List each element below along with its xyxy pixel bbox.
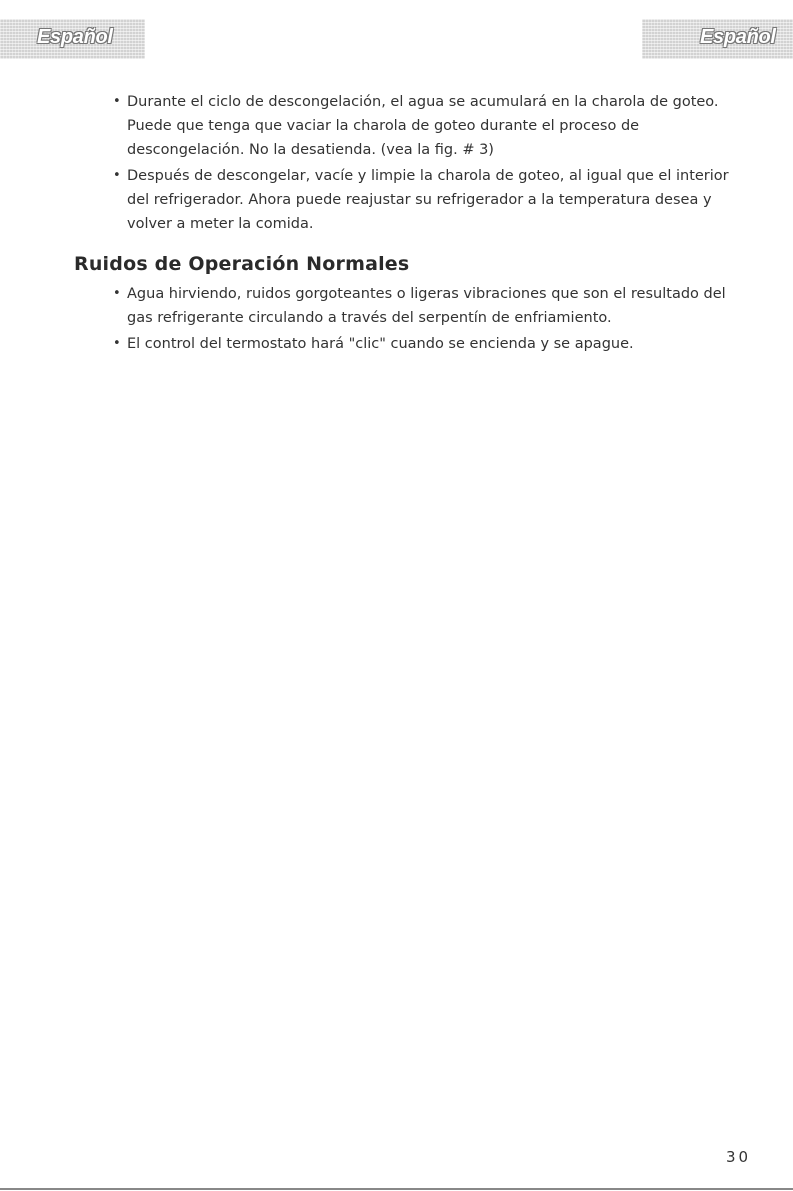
- language-tab-left-label: Español: [37, 26, 113, 48]
- page-number: 30: [726, 1148, 752, 1166]
- bullet-icon: •: [113, 168, 121, 183]
- list-item-text: Después de descongelar, vacíe y limpie la charola de goteo, al igual que el interior del refrigerador. Ahora puede reajustar su refrigerador a la temperatura desea y volver a meter la comida.: [127, 168, 729, 232]
- list-item-text: Agua hirviendo, ruidos gorgoteantes o ligeras vibraciones que son el resultado del gas refrigerante circulando a través del serpentín de enfriamiento.: [127, 286, 726, 326]
- list-item: [113, 282, 733, 330]
- bullet-icon: •: [113, 336, 121, 351]
- list-item: [113, 164, 733, 236]
- defrost-instructions-list: [113, 90, 733, 238]
- language-tab-left: [0, 19, 145, 59]
- list-item: [113, 332, 733, 356]
- language-tab-right-label: Español: [700, 26, 776, 48]
- list-item-text: El control del termostato hará "clic" cuando se encienda y se apague.: [127, 336, 634, 352]
- section-heading: Ruidos de Operación Normales: [74, 253, 410, 275]
- language-tab-right: [642, 19, 793, 59]
- bullet-icon: •: [113, 94, 121, 109]
- bullet-icon: •: [113, 286, 121, 301]
- list-item: [113, 90, 733, 162]
- bottom-divider: [0, 1188, 793, 1190]
- list-item-text: Durante el ciclo de descongelación, el agua se acumulará en la charola de goteo. Puede que tenga que vaciar la charola de goteo durante el proceso de descongelación. No la desatienda. (vea la fig. # 3): [127, 94, 719, 158]
- normal-noises-list: [113, 282, 733, 358]
